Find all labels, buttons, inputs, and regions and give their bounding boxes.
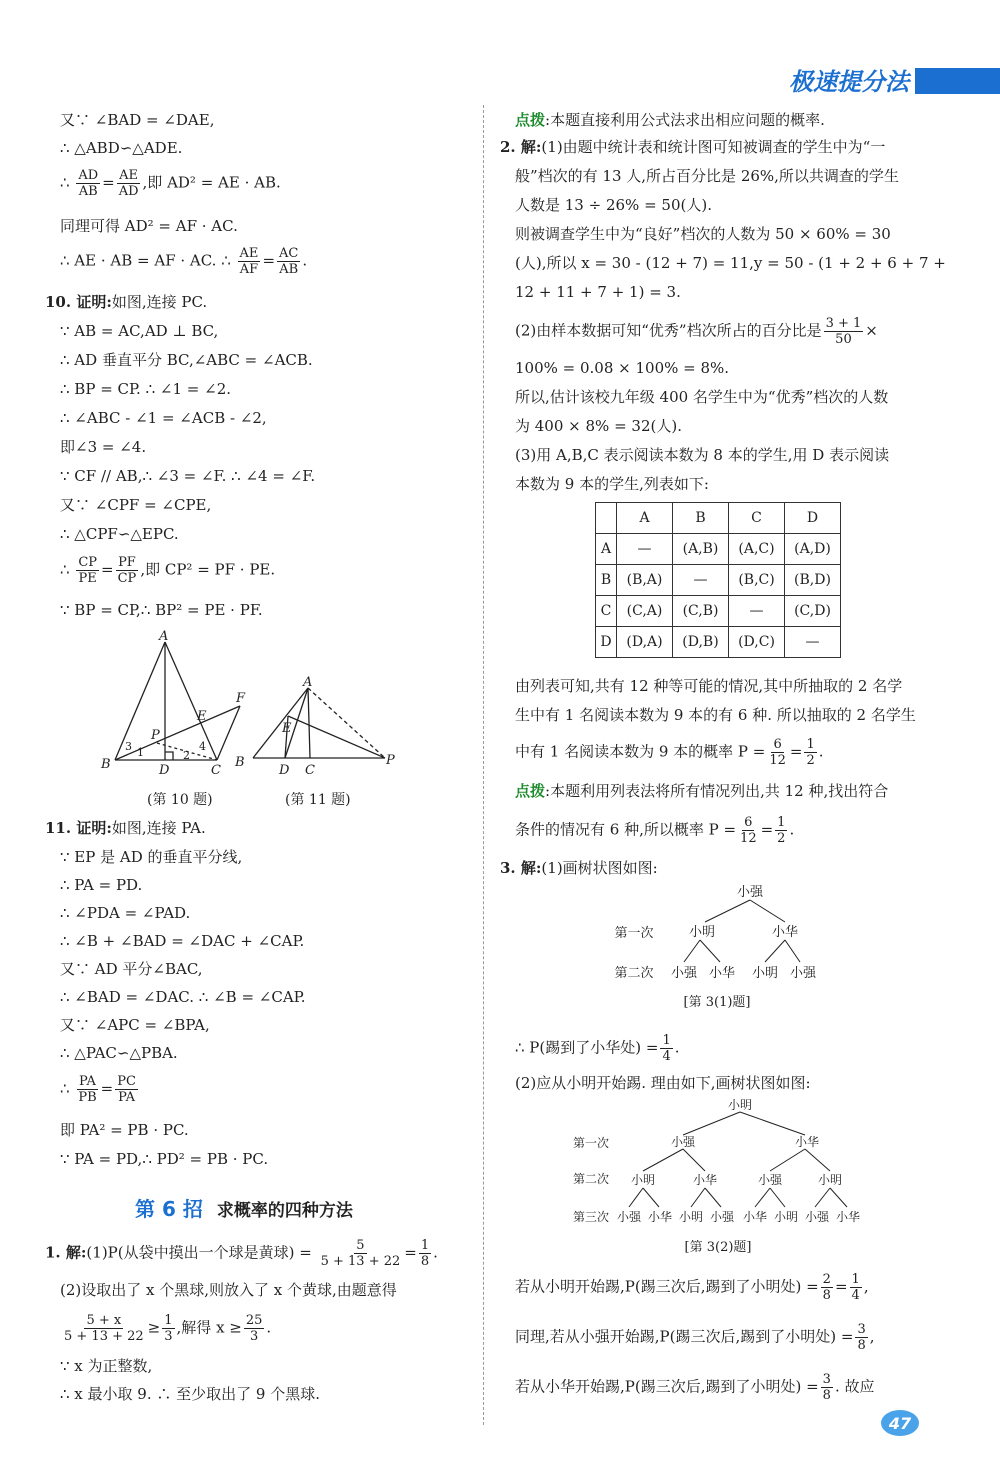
table-cell: (A,C) [729, 534, 785, 565]
banner-text: 极速提分法 [789, 68, 909, 96]
page-number [880, 1408, 920, 1438]
left-line-1: 又∵ ∠BAD = ∠DAE, [60, 111, 215, 129]
table-cell: — [729, 596, 785, 627]
problem-11-line-8: 又∵ ∠APC = ∠BPA, [60, 1016, 210, 1034]
q3-line-3: (2)应从小明开始踢. 理由如下,画树状图如图: [515, 1074, 811, 1092]
q2-line-9: 所以,估计该校九年级 400 名学生中为“优秀”档次的人数 [515, 388, 889, 406]
tree-node: 小华 [771, 925, 799, 940]
problem-10-line-6: 即∠3 = ∠4. [60, 438, 147, 456]
tree2-caption: [第 3(2)题] [684, 1240, 752, 1255]
tree-node: 小华 [708, 966, 736, 981]
probability-table [595, 502, 841, 658]
tip-2: 点拨:本题利用列表法将所有情况列出,共 12 种,找出符合 [515, 782, 889, 800]
q1-line-3: $\frac{5 + x}{5 + 13 + 22}$ ≥ $\frac{1}{3}$ ,解得 x ≥ $\frac{25}{3}$ . [64, 1313, 272, 1344]
tree-node: 小华 [647, 1210, 673, 1224]
problem-10-line-4: ∴ BP = CP. ∴ ∠1 = ∠2. [60, 380, 232, 398]
table-row [596, 627, 841, 658]
tree2-level-1: 第一次 [572, 1136, 610, 1150]
fig11-caption: (第 11 题) [285, 792, 351, 808]
fig11-label-p: P [386, 753, 395, 768]
problem-11-line-10: ∴ $\frac{PA}{PB}$ = $\frac{PC}{PA}$ [60, 1074, 136, 1105]
problem-11-line-6: 又∵ AD 平分∠BAC, [60, 960, 203, 978]
left-line-5: ∴ AE · AB = AF · AC. ∴ $\frac{AE}{AF}$ = $\frac{AC}{AB}$ . [60, 246, 308, 277]
problem-11-line-2: ∵ EP 是 AD 的垂直平分线, [60, 848, 243, 866]
problem-11-line-12: ∵ PA = PD,∴ PD² = PB · PC. [60, 1150, 269, 1168]
tree-diagram-2 [565, 1095, 875, 1260]
tree-node: 小明 [773, 1210, 799, 1224]
q3-line-1: 3. 解:(1)画树状图如图: [500, 859, 658, 877]
section-number: 第 6 招 [135, 1197, 203, 1221]
q2-line-3: 人数是 13 ÷ 26% = 50(人). [515, 196, 712, 214]
left-line-3: ∴ $\frac{AD}{AB}$ = $\frac{AE}{AD}$ ,即 AD² = AE · AB. [60, 168, 281, 199]
fig10-label-e: E [197, 709, 207, 724]
table-cell: (D,A) [617, 627, 673, 658]
tree-node: 小强 [709, 1210, 735, 1224]
q2-line-11: (3)用 A,B,C 表示阅读本数为 8 本的学生,用 D 表示阅读 [515, 446, 890, 464]
problem-11-line-5: ∴ ∠B + ∠BAD = ∠DAC + ∠CAP. [60, 932, 305, 950]
q1-line-2: (2)设取出了 x 个黑球,则放入了 x 个黄球,由题意得 [60, 1281, 397, 1299]
q2-line-8: 100% = 0.08 × 100% = 8%. [515, 359, 730, 377]
problem-10-line-3: ∴ AD 垂直平分 BC,∠ABC = ∠ACB. [60, 351, 313, 369]
problem-11-line-11: 即 PA² = PB · PC. [60, 1121, 189, 1139]
problem-10-line-7: ∵ CF // AB,∴ ∠3 = ∠F. ∴ ∠4 = ∠F. [60, 467, 316, 485]
table-cell: (B,C) [729, 565, 785, 596]
table-cell: D [785, 503, 841, 534]
tree-diagram-1 [600, 880, 850, 1015]
page-number-text: 47 [888, 1414, 912, 1433]
fig11-label-b: B [235, 755, 245, 770]
table-row [596, 565, 841, 596]
fig11-label-c: C [305, 763, 315, 778]
tree-node: 小明 [751, 966, 779, 981]
q2-line-4: 则被调查学生中为“良好”档次的人数为 50 × 60% = 30 [515, 225, 891, 243]
table-cell: C [596, 596, 617, 627]
tree2-root: 小明 [727, 1098, 753, 1112]
table-cell: — [785, 627, 841, 658]
table-cell: (D,C) [729, 627, 785, 658]
fig11-label-a: A [303, 675, 313, 690]
q2-line-5: (人),所以 x = 30 - (12 + 7) = 11,y = 50 - (1 + 2 + 6 + 7 + [515, 254, 946, 272]
tree-node: 小华 [692, 1173, 718, 1187]
table-cell: B [673, 503, 729, 534]
problem-10-line-5: ∴ ∠ABC - ∠1 = ∠ACB - ∠2, [60, 409, 267, 427]
table-cell: (A,D) [785, 534, 841, 565]
table-cell: (B,A) [617, 565, 673, 596]
geometry-figures [95, 628, 415, 813]
fig11-label-d: D [279, 763, 290, 778]
tip-2-line-2: 条件的情况有 6 种,所以概率 P = $\frac{6}{12}$ = $\frac{1}{2}$ . [515, 815, 795, 846]
tree-node: 小华 [794, 1135, 820, 1149]
fig10-label-c: C [211, 763, 221, 778]
table-cell: A [617, 503, 673, 534]
fig10-label-p: P [151, 728, 160, 743]
q2-line-14: 生中有 1 名阅读本数为 9 本的有 6 种. 所以抽取的 2 名学生 [515, 706, 916, 724]
tree1-root: 小强 [736, 885, 764, 900]
q1-line-1: 1. 解:(1)P(从袋中摸出一个球是黄球) = $\frac{5}{5 + 13 + 22}$ = $\frac{1}{8}$ . [45, 1238, 438, 1269]
q1-line-5: ∴ x 最小取 9. ∴ 至少取出了 9 个黑球. [60, 1385, 321, 1403]
tree-node: 小强 [804, 1210, 830, 1224]
table-cell: — [673, 565, 729, 596]
tree-node: 小明 [817, 1173, 843, 1187]
tree-node: 小明 [630, 1173, 656, 1187]
table-cell: B [596, 565, 617, 596]
tree-node: 小强 [670, 1135, 696, 1149]
q2-line-2: 般”档次的有 13 人,所占百分比是 26%,所以共调查的学生 [515, 167, 899, 185]
tree2-level-3: 第三次 [572, 1210, 610, 1224]
q2-line-12: 本数为 9 本的学生,列表如下: [515, 475, 709, 493]
table-cell [596, 503, 617, 534]
q3-line-4: 若从小明开始踢,P(踢三次后,踢到了小明处) = $\frac{2}{8}$ = $\frac{1}{4}$ , [515, 1272, 869, 1303]
tree-node: 小华 [835, 1210, 861, 1224]
tip-1: 点拨:本题直接利用公式法求出相应问题的概率. [515, 111, 825, 129]
tip-label: 点拨 [515, 111, 546, 129]
table-cell: C [729, 503, 785, 534]
left-line-2: ∴ △ABD∽△ADE. [60, 139, 183, 157]
tree-node: 小明 [678, 1210, 704, 1224]
tree-node: 小华 [742, 1210, 768, 1224]
q2-line-15: 中有 1 名阅读本数为 9 本的概率 P = $\frac{6}{12}$ = $\frac{1}{2}$ . [515, 737, 824, 768]
section-title: 求概率的四种方法 [216, 1201, 353, 1221]
table-cell: (A,B) [673, 534, 729, 565]
fraction: $\frac{AD}{AB}$ [78, 168, 99, 199]
problem-11-line-3: ∴ PA = PD. [60, 876, 143, 894]
table-row [596, 596, 841, 627]
problem-10-line-1: 10. 证明:如图,连接 PC. [45, 293, 208, 311]
fig10-label-a: A [159, 629, 169, 644]
fig10-label-f: F [236, 691, 246, 706]
left-line-4: 同理可得 AD² = AF · AC. [60, 217, 238, 235]
tree-node: 小强 [616, 1210, 642, 1224]
problem-11-line-1: 11. 证明:如图,连接 PA. [45, 819, 206, 837]
fig10-caption: (第 10 题) [147, 792, 213, 808]
fig10-label-b: B [101, 757, 111, 772]
q2-line-13: 由列表可知,共有 12 种等可能的情况,其中所抽取的 2 名学 [515, 677, 903, 695]
header-banner [785, 62, 1000, 98]
table-cell: (C,D) [785, 596, 841, 627]
table-row [596, 503, 841, 534]
q3-line-2: ∴ P(踢到了小华处) = $\frac{1}{4}$ . [515, 1033, 680, 1064]
section-heading [135, 1193, 353, 1222]
tree-node: 小明 [688, 925, 716, 940]
q2-line-1: 2. 解:(1)由题中统计表和统计图可知被调查的学生中为“一 [500, 138, 886, 156]
problem-11-line-4: ∴ ∠PDA = ∠PAD. [60, 904, 191, 922]
q3-line-6: 若从小华开始踢,P(踢三次后,踢到了小明处) = $\frac{3}{8}$ . 故应 [515, 1372, 875, 1403]
fig10-label-d: D [159, 763, 170, 778]
tree-node: 小强 [757, 1173, 783, 1187]
tree-node: 小强 [670, 966, 698, 981]
problem-10-line-8: 又∵ ∠CPF = ∠CPE, [60, 496, 212, 514]
fig10-angle-4: 4 [199, 740, 206, 753]
fig11-label-e: E [282, 721, 292, 736]
tree2-level-2: 第二次 [572, 1172, 610, 1186]
table-cell: D [596, 627, 617, 658]
table-cell: (C,B) [673, 596, 729, 627]
problem-11-line-7: ∴ ∠BAD = ∠DAC. ∴ ∠B = ∠CAP. [60, 988, 306, 1006]
table-cell: — [617, 534, 673, 565]
fig10-angle-3: 3 [125, 740, 132, 753]
column-divider [483, 105, 484, 1425]
tip-label: 点拨 [515, 782, 546, 800]
tree1-level-1: 第一次 [614, 926, 654, 941]
fig10-angle-1: 1 [137, 746, 144, 759]
q2-line-7: (2)由样本数据可知“优秀”档次所占的百分比是 $\frac{3 + 1}{50}$ × [515, 316, 878, 347]
tree-node: 小强 [789, 966, 817, 981]
tree1-level-2: 第二次 [614, 966, 654, 981]
table-row [596, 534, 841, 565]
problem-10-line-10: ∴ $\frac{CP}{PE}$ = $\frac{PF}{CP}$ ,即 CP² = PF · PE. [60, 555, 276, 586]
q3-line-5: 同理,若从小强开始踢,P(踢三次后,踢到了小明处) = $\frac{3}{8}$ , [515, 1322, 875, 1353]
q1-line-4: ∵ x 为正整数, [60, 1357, 153, 1375]
table-cell: (C,A) [617, 596, 673, 627]
fig10-angle-2: 2 [183, 749, 190, 762]
table-cell: A [596, 534, 617, 565]
q2-line-6: 12 + 11 + 7 + 1) = 3. [515, 283, 681, 301]
problem-10-line-9: ∴ △CPF∽△EPC. [60, 525, 179, 543]
tree1-caption: [第 3(1)题] [683, 995, 751, 1010]
table-cell: (B,D) [785, 565, 841, 596]
fraction: $\frac{AE}{AD}$ [118, 168, 139, 199]
q2-line-10: 为 400 × 8% = 32(人). [515, 417, 682, 435]
problem-10-line-2: ∵ AB = AC,AD ⊥ BC, [60, 322, 219, 340]
problem-11-line-9: ∴ △PAC∽△PBA. [60, 1044, 178, 1062]
problem-10-line-11: ∵ BP = CP,∴ BP² = PE · PF. [60, 601, 263, 619]
table-cell: (D,B) [673, 627, 729, 658]
